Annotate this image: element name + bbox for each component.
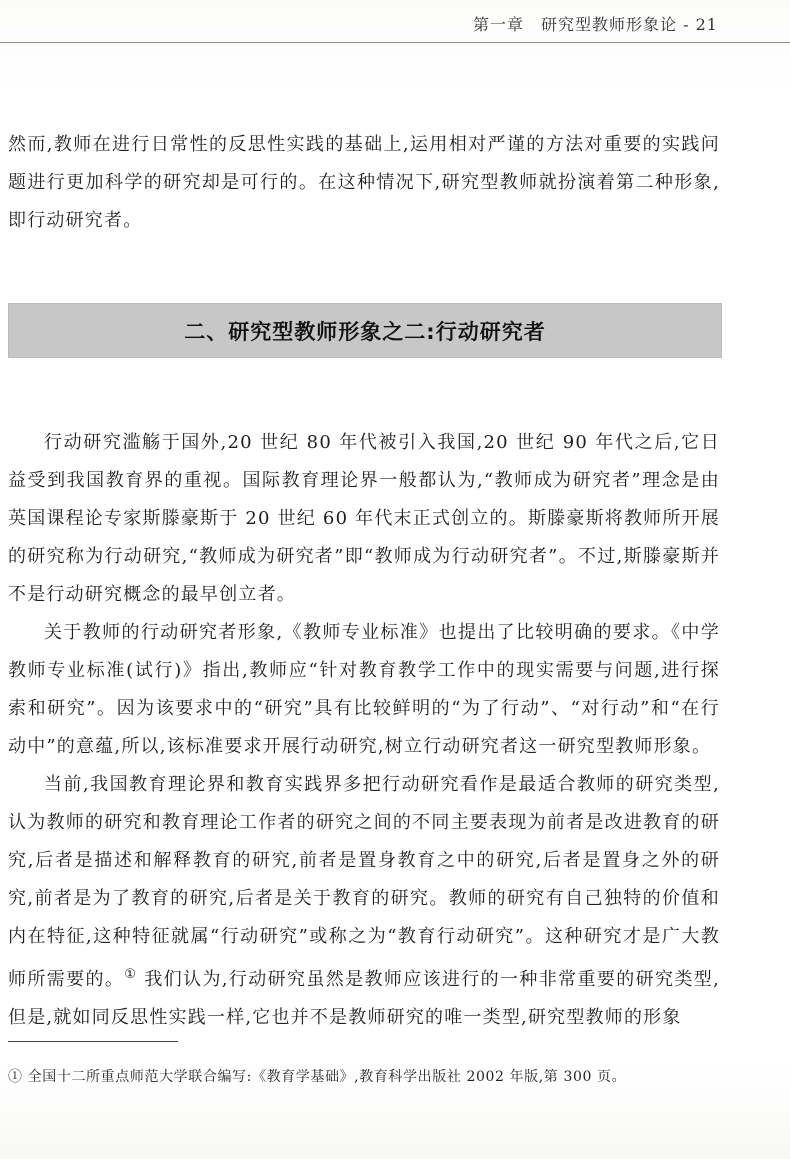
footnote: ① 全国十二所重点师范大学联合编写:《教育学基础》,教育科学出版社 2002 年版,第 300 页。 bbox=[8, 1069, 627, 1085]
top-paragraph: 然而,教师在进行日常性的反思性实践的基础上,运用相对严谨的方法对重要的实践问题进行更加科学的研究却是可行的。在这种情况下,研究型教师就扮演着第二种形象,即行动研究者。 bbox=[8, 134, 720, 231]
footnote-reference[interactable]: ① bbox=[124, 967, 138, 982]
paragraph-3-before-note: 当前,我国教育理论界和教育实践界多把行动研究看作是最适合教师的研究类型,认为教师的研究和教育理论工作者的研究之间的不同主要表现为前者是改进教育的研究,后者是描述和解释教育的研究,前者是置身教育之中的研究,后者是置身之外的研究,前者是为了教育的研究,后者是关于教育的研究。教师的研究有自己独特的价值和内在特征,这种特征就属“行动研究”或称之为“教育行动研究”。这种研究才是广大教师所需要的。 bbox=[8, 774, 720, 990]
paragraph-1: 行动研究滥觞于国外,20 世纪 80 年代被引入我国,20 世纪 90 年代之后,它日益受到我国教育界的重视。国际教育理论界一般都认为,“教师成为研究者”理念是由英国课程论专家斯滕豪斯于 20 世纪 60 年代末正式创立的。斯滕豪斯将教师所开展的研究称为行动研究,“教师成为研究者”即“教师成为行动研究者”。不过,斯滕豪斯并不是行动研究概念的最早创立者。 bbox=[8, 432, 720, 605]
header-rule bbox=[0, 42, 790, 43]
running-header bbox=[0, 12, 790, 40]
paragraph-2: 关于教师的行动研究者形象,《教师专业标准》也提出了比较明确的要求。《中学教师专业标准(试行)》指出,教师应“针对教育教学工作中的现实需要与问题,进行探索和研究”。因为该要求中的“研究”具有比较鲜明的“为了行动”、“对行动”和“在行动中”的意蕴,所以,该标准要求开展行动研究,树立行动研究者这一研究型教师形象。 bbox=[8, 622, 720, 757]
footnote-rule bbox=[8, 1041, 178, 1042]
section-title: 二、研究型教师形象之二:行动研究者 bbox=[184, 320, 546, 344]
paragraph-3 bbox=[8, 766, 720, 1037]
main-text bbox=[8, 424, 720, 1037]
section-heading-band bbox=[8, 303, 722, 358]
running-title: 第一章 研究型教师形象论 - 21 bbox=[473, 15, 718, 34]
paragraph-3-after-note: 我们认为,行动研究虽然是教师应该进行的一种非常重要的研究类型,但是,就如同反思性实践一样,它也并不是教师研究的唯一类型,研究型教师的形象 bbox=[8, 969, 721, 1028]
